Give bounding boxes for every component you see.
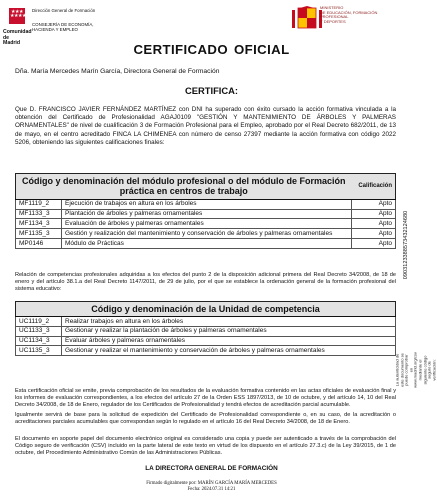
module-grade: Apto bbox=[352, 229, 396, 239]
module-name: Módulo de Prácticas bbox=[62, 238, 352, 248]
unit-name: Evaluar árboles y palmeras ornamentales bbox=[62, 336, 396, 346]
signature-title: LA DIRECTORA GENERAL DE FORMACIÓN bbox=[145, 465, 278, 472]
unit-name: Gestionar y realizar la plantación de árboles y palmeras ornamentales bbox=[62, 326, 396, 336]
modules-table-header: Código y denominación del módulo profesional o del módulo de Formación práctica en centros de trabajo bbox=[16, 174, 352, 200]
ministry-name: MINISTERIO DE EDUCACIÓN, FORMACIÓN PROFESIONAL Y DEPORTES bbox=[320, 5, 378, 24]
units-table-header: Código y denominación de la Unidad de competencia bbox=[16, 302, 396, 317]
table-row bbox=[16, 326, 396, 336]
competency-units-table bbox=[15, 301, 396, 356]
side-legal-note bbox=[394, 260, 437, 480]
module-code: MF1135_3 bbox=[16, 229, 62, 239]
module-name: Ejecución de trabajos en altura en los árboles bbox=[62, 199, 352, 209]
module-grade: Apto bbox=[352, 219, 396, 229]
table-row bbox=[16, 209, 396, 219]
table-row bbox=[16, 199, 396, 209]
basis-paragraph: Igualmente servirá de base para la solicitud de expedición del Certificado de Profesionalidad correspondiente o, en su caso, de la acreditación o acreditaciones parciales acumulables que correspondan según lo regulado en el artículo 16 del Real Decreto 34/2008, de 18 de Enero. bbox=[15, 412, 396, 426]
table-row bbox=[16, 238, 396, 248]
table-row bbox=[16, 317, 396, 327]
title-word-2: OFICIAL bbox=[233, 42, 290, 57]
table-row bbox=[16, 346, 396, 356]
table-row bbox=[16, 229, 396, 239]
module-code: MP0146 bbox=[16, 238, 62, 248]
unit-code: UC1119_2 bbox=[16, 317, 62, 327]
official-statement-paragraph: Esta certificación oficial se emite, previa comprobación de los resultados de la evaluación formativa contenido en las actas oficiales de evaluación final y los informes de evaluación correspondientes, a los efectos del artículo 27 de la Orden ESS 1897/2013, de 10 de octubre, y del artículo 14, 10 del Real Decreto 34/2008, de 18 de Enero, regulador de los Certificados de Profesionalidad y tendrá efectos de acreditación parcial acumulable. bbox=[15, 388, 396, 409]
module-grade: Apto bbox=[352, 199, 396, 209]
csv-verification-paragraph: El documento en soporte papel del documento electrónico original es considerado una copia y puede ser autenticado a través de la comprobación del Código seguro de verificación (CSV) incluido en la parte lateral de este texto en virtud de los dispuesto en el artículo 27.3.c) de la Ley 39/2015, de 1 de octubre, del Procedimiento Administrativo Común de las Administraciones Públicas. bbox=[15, 436, 396, 457]
module-name: Plantación de árboles y palmeras ornamentales bbox=[62, 209, 352, 219]
module-name: Evaluación de árboles y palmeras ornamentales bbox=[62, 219, 352, 229]
competencies-relation-paragraph: Relación de competencias profesionales adquiridas a los efectos del punto 2 de la disposición adicional primera del Real Decreto 34/2008, de 18 de enero y del artículo 38.1.a del Real Decreto 1147/2011, de 29 de julio, por el que se establece la ordenación general de la formación profesional del sistema educativo: bbox=[15, 272, 396, 293]
direction-name: Dirección General de Formación bbox=[32, 8, 96, 13]
comunidad-madrid-name: Comunidad de Madrid bbox=[3, 29, 32, 47]
unit-code: UC1135_3 bbox=[16, 346, 62, 356]
direction-block bbox=[32, 8, 122, 32]
unit-name: Gestionar y realizar el mantenimiento y conservación de árboles y palmeras ornamentales bbox=[62, 346, 396, 356]
document-title bbox=[0, 42, 423, 57]
issuer-line: Dña. María Mercedes Marín García, Directora General de Formación bbox=[15, 68, 220, 75]
title-word-1: CERTIFICADO bbox=[133, 42, 228, 57]
module-code: MF1133_3 bbox=[16, 209, 62, 219]
unit-name: Realizar trabajos en altura en los árboles bbox=[62, 317, 396, 327]
modules-table bbox=[15, 173, 396, 249]
signature-date: Fecha: 2024.07.31 14:21 bbox=[187, 486, 236, 492]
table-row bbox=[16, 219, 396, 229]
module-grade: Apto bbox=[352, 209, 396, 219]
certifica-heading: CERTIFICA: bbox=[184, 85, 239, 96]
module-name: Gestión y realización del mantenimiento y conservación de árboles y palmeras ornamentales bbox=[62, 229, 352, 239]
council-name: CONSEJERÍA DE ECONOMÍA, HACIENDA Y EMPLEO bbox=[32, 22, 94, 32]
module-code: MF1119_2 bbox=[16, 199, 62, 209]
module-grade: Apto bbox=[352, 238, 396, 248]
csv-code: 0903123388573432124680 bbox=[403, 210, 409, 280]
madrid-stars-icon: ★ ★ ★ ★ ★ ★ ★ bbox=[9, 8, 25, 24]
legal-note-text: La autenticidad de este documento se puede comprobar en www.madrid.org/csv mediante el siguiente código seguro de verificación: bbox=[394, 352, 437, 388]
signed-by: Firmado digitalmente por: MARÍN GARCÍA MARÍA MERCEDES bbox=[146, 481, 277, 486]
table-row bbox=[16, 336, 396, 346]
digital-signature bbox=[0, 481, 423, 492]
unit-code: UC1133_3 bbox=[16, 326, 62, 336]
intro-paragraph: Que D. FRANCISCO JAVIER FERNÁNDEZ MARTÍNEZ con DNI ha superado con éxito cursado la acción formativa vinculada a la obtención del Certificado de Profesionalidad AGAJ0109 "GESTIÓN Y MANTENIMIENTO DE ÁRBOLES Y PALMERAS ORNAMENTALES" de nivel de cualificación 3 de Formación Profesional para el Empleo, aprobado por el Real Decreto 682/2011, de 13 de mayo, en el centro acreditado FINCA LA CHIMENEA con número de censo 27397 mediante la acción formativa con código 2022 5206, obteniendo las siguientes calificaciones finales: bbox=[15, 106, 396, 146]
module-code: MF1134_3 bbox=[16, 219, 62, 229]
unit-code: UC1134_3 bbox=[16, 336, 62, 346]
grade-column-header: Calificación bbox=[352, 174, 396, 200]
